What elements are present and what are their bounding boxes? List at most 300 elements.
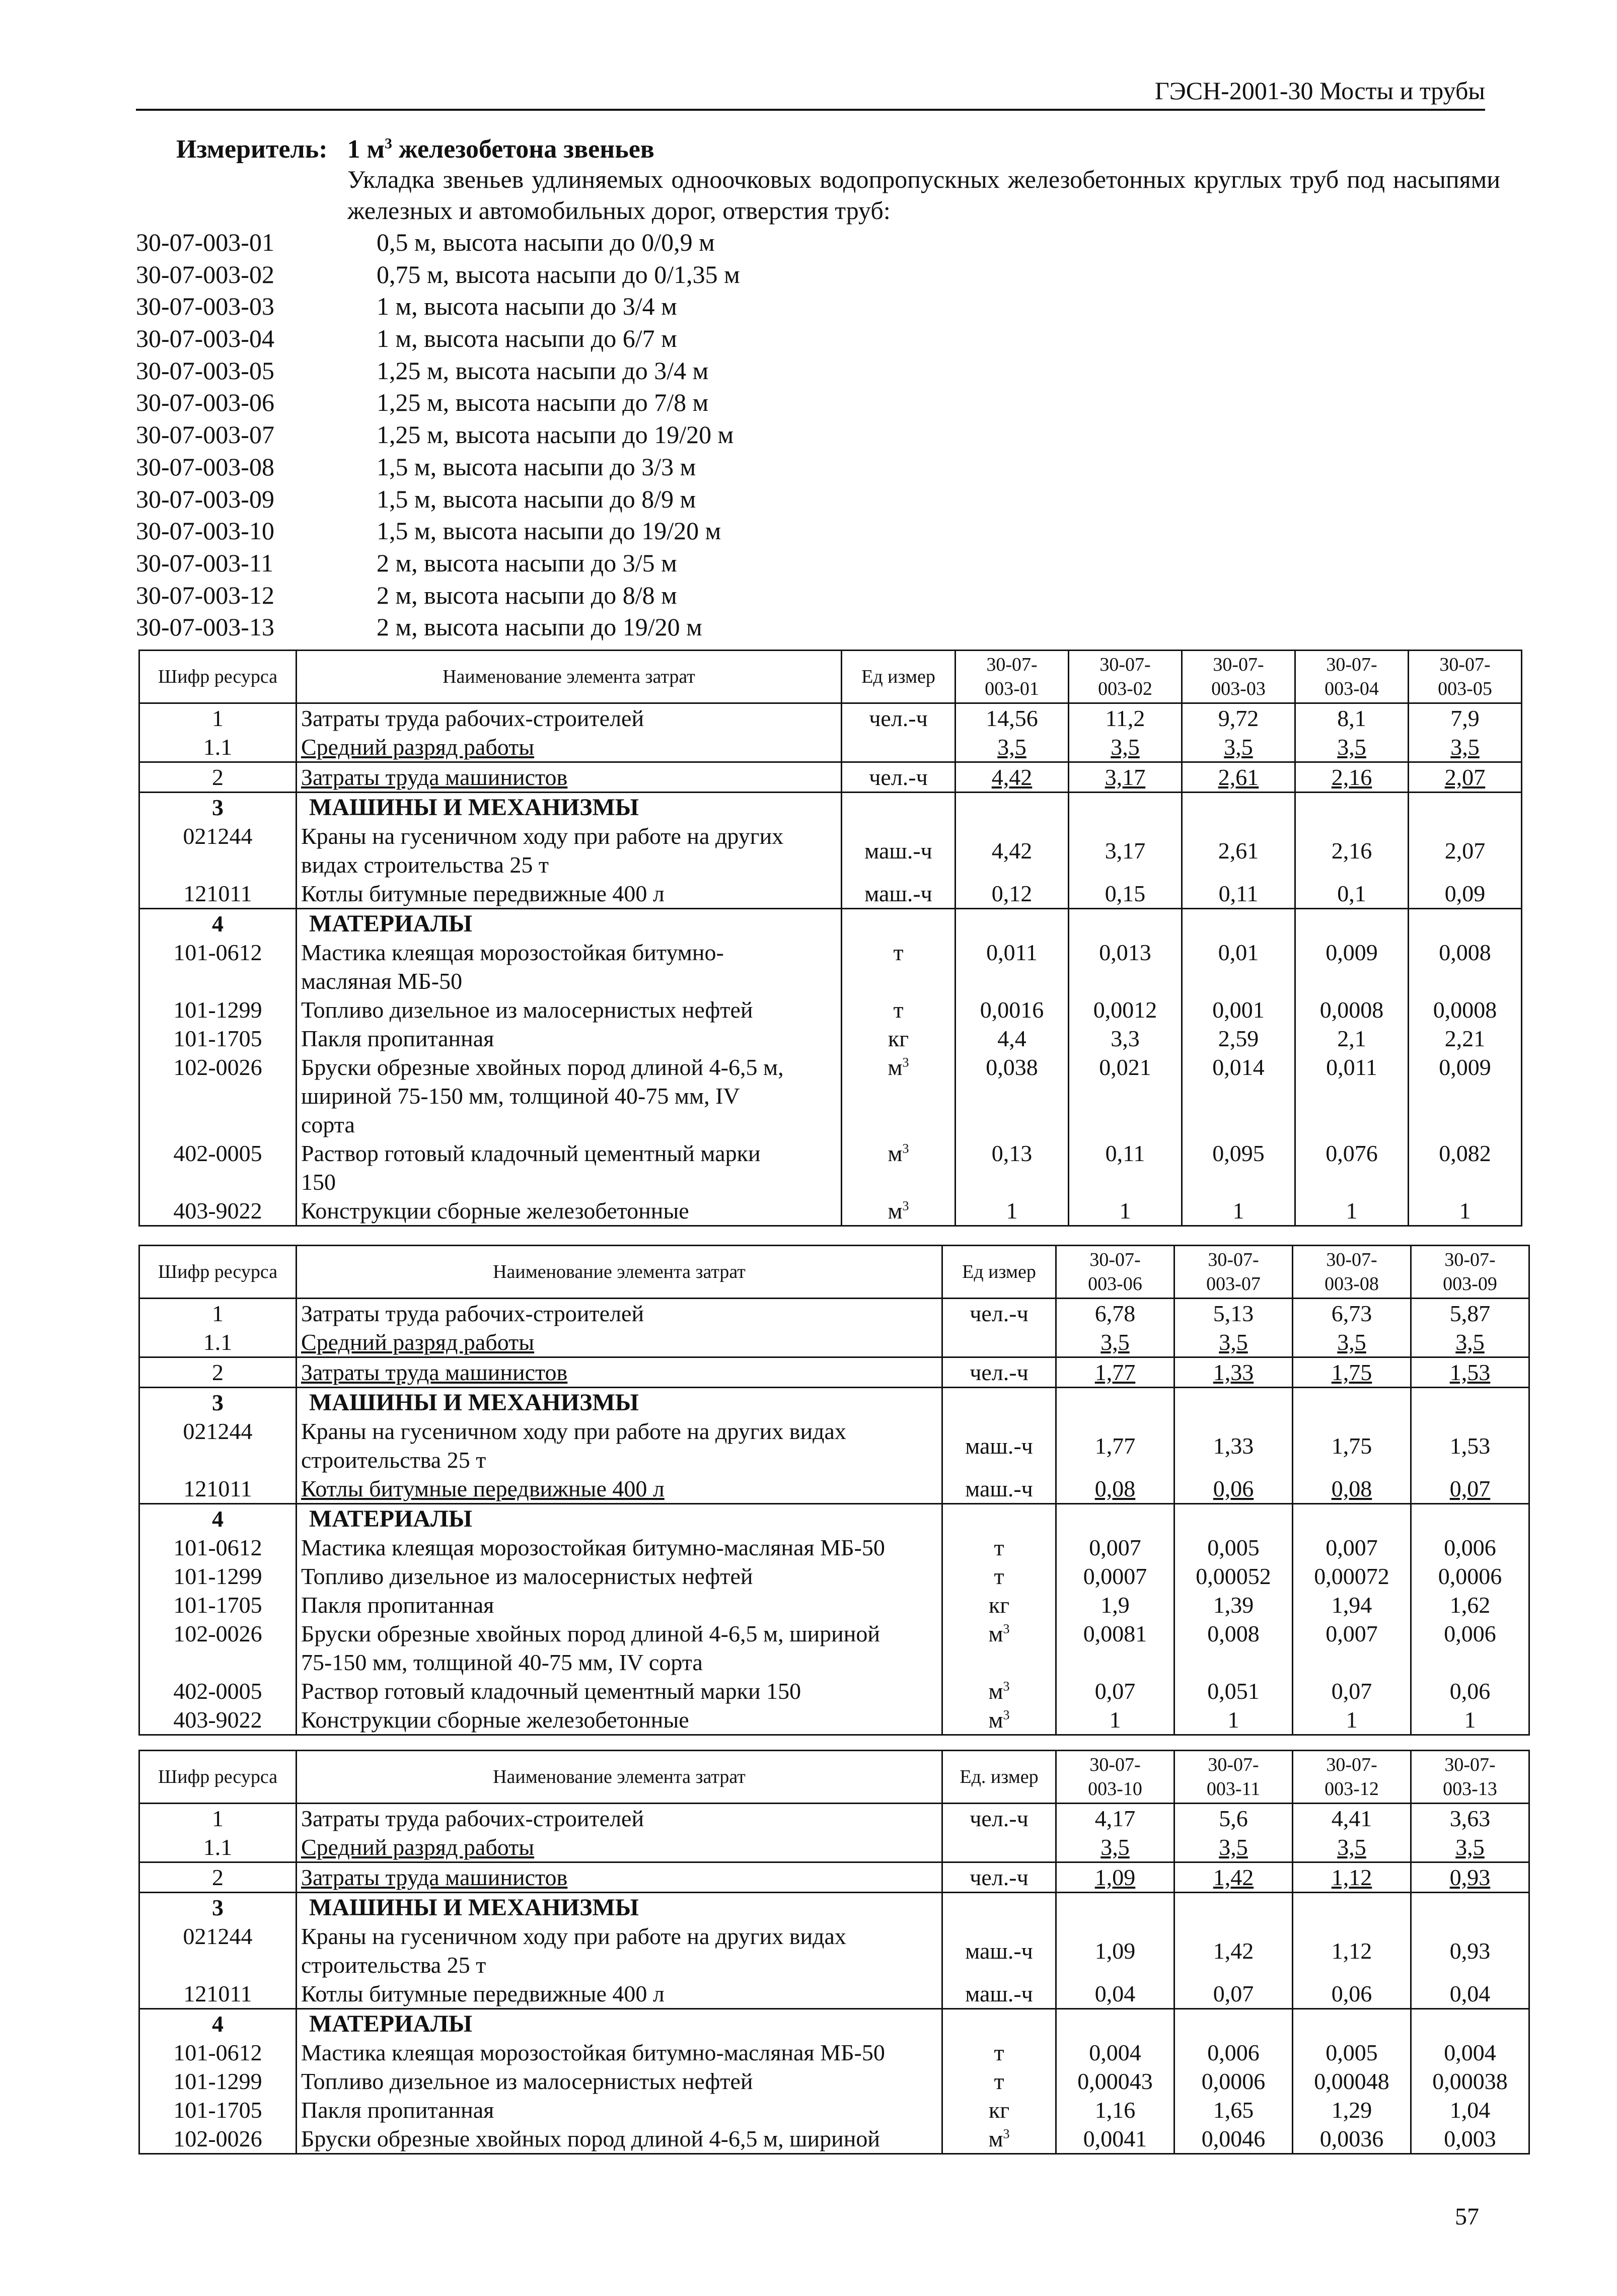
cell-value: 4,42 <box>956 762 1069 793</box>
table-row <box>139 1893 1529 1922</box>
page-number: 57 <box>1455 2203 1479 2230</box>
cell-unit <box>842 762 956 793</box>
cell-value: 3,17 <box>1069 762 1182 793</box>
cell-value: 1,12 <box>1293 1862 1411 1893</box>
cell-name-line: 75-150 мм, толщиной 40-75 мм, IV сорта <box>301 1649 703 1675</box>
resource-table-3 <box>138 1750 1530 2155</box>
cell-name-line: Топливо дизельное из малосернистых нефтей <box>301 997 753 1023</box>
cell-value: 1 <box>956 1196 1069 1226</box>
meter-value: 1 м <box>347 135 385 164</box>
cell-resource-code: 021244 <box>139 822 297 879</box>
cell-cost-element-name <box>297 762 842 793</box>
cell-value: 0,008 <box>1174 1619 1293 1677</box>
cell-value: 1 <box>1293 1705 1411 1735</box>
cell-value: 0,009 <box>1295 938 1409 995</box>
header-unit: Ед. измер <box>942 1751 1056 1804</box>
table-row <box>139 1862 1529 1893</box>
cell-name-line: Затраты труда рабочих-строителей <box>301 705 644 731</box>
table-row <box>139 1474 1529 1504</box>
cell-value: 1,9 <box>1056 1591 1174 1619</box>
cell-value: 0,051 <box>1174 1677 1293 1705</box>
table-row <box>139 1804 1529 1833</box>
cell-value: 0,006 <box>1411 1619 1529 1677</box>
cell-unit <box>842 1196 956 1226</box>
cell-value: 0,005 <box>1293 2038 1411 2067</box>
code-list-item <box>136 259 740 291</box>
cell-resource-code: 1 <box>139 1804 297 1833</box>
code-list-item <box>136 580 740 612</box>
cell-cost-element-name <box>297 2067 942 2096</box>
header-norm-code: 30-07- 003-04 <box>1295 651 1409 703</box>
cell-unit-text: м <box>888 1198 903 1224</box>
cell-value: 0,0016 <box>956 995 1069 1024</box>
cell-value: 1,65 <box>1174 2096 1293 2124</box>
cell-unit-power: 3 <box>1003 1679 1010 1694</box>
cell-cost-element-name <box>297 1677 942 1705</box>
cell-value: 4,42 <box>956 822 1069 879</box>
cell-value: 5,6 <box>1174 1804 1293 1833</box>
header-norm-code: 30-07- 003-06 <box>1056 1246 1174 1299</box>
cell-value: 0,07 <box>1174 1979 1293 2009</box>
cell-name-line: строительства 25 т <box>301 1952 486 1978</box>
cell-name-line: Затраты труда рабочих-строителей <box>301 1301 644 1326</box>
cell-value: 0,006 <box>1174 2038 1293 2067</box>
cell-cost-element-name <box>297 1705 942 1735</box>
cell-value: 0,0046 <box>1174 2124 1293 2154</box>
table-row <box>139 1922 1529 1979</box>
cell-value: 3,5 <box>1295 733 1409 762</box>
header-resource-code: Шифр ресурса <box>139 1751 297 1804</box>
cell-unit-text: чел.-ч <box>970 1359 1028 1385</box>
cell-unit <box>842 1024 956 1053</box>
code-list-description: 1 м, высота насыпи до 3/4 м <box>377 292 677 321</box>
cell-value: 0,12 <box>956 879 1069 909</box>
cell-value <box>1293 1504 1411 1534</box>
cell-unit-power: 3 <box>902 1198 909 1213</box>
cell-value: 3,63 <box>1411 1804 1529 1833</box>
code-list-code: 30-07-003-04 <box>136 324 274 353</box>
cell-value: 0,06 <box>1293 1979 1411 2009</box>
cell-value <box>1411 2009 1529 2039</box>
code-list-code: 30-07-003-13 <box>136 613 274 641</box>
cell-value: 0,00072 <box>1293 1562 1411 1591</box>
cell-resource-code: 2 <box>139 762 297 793</box>
table-row <box>139 1299 1529 1328</box>
cell-value <box>1409 793 1522 822</box>
cell-resource-code: 102-0026 <box>139 1053 297 1139</box>
cell-resource-code: 4 <box>139 2009 297 2039</box>
cell-resource-code: 3 <box>139 1893 297 1922</box>
cell-value: 0,1 <box>1295 879 1409 909</box>
cell-value: 1,04 <box>1411 2096 1529 2124</box>
cell-value: 2,16 <box>1295 822 1409 879</box>
cell-value: 0,014 <box>1182 1053 1295 1139</box>
cell-name-line: строительства 25 т <box>301 1447 486 1473</box>
header-unit: Ед измер <box>842 651 956 703</box>
code-list-item <box>136 547 740 580</box>
table-row <box>139 1417 1529 1474</box>
intro-paragraph: Укладка звеньев удлиняемых одноочковых водопропускных железобетонных круглых труб под насыпями железных и автомобильных дорог, отверстия труб: <box>347 165 1500 225</box>
cell-value: 0,004 <box>1411 2038 1529 2067</box>
cell-value <box>1182 793 1295 822</box>
cell-name-line: Котлы битумные передвижные 400 л <box>301 1981 665 2006</box>
table-row <box>139 2096 1529 2124</box>
cell-name-line: Краны на гусеничном ходу при работе на других <box>301 823 784 849</box>
cell-value <box>1174 2009 1293 2039</box>
code-list-description: 1,5 м, высота насыпи до 3/3 м <box>377 452 696 481</box>
cell-value: 0,0012 <box>1069 995 1182 1024</box>
cell-value: 1,09 <box>1056 1922 1174 1979</box>
code-list-description: 1 м, высота насыпи до 6/7 м <box>377 324 677 353</box>
cell-resource-code: 101-1299 <box>139 1562 297 1591</box>
cell-unit-power: 3 <box>1003 1707 1010 1723</box>
cell-value: 0,93 <box>1411 1862 1529 1893</box>
cell-resource-code: 121011 <box>139 879 297 909</box>
cell-name-line: Краны на гусеничном ходу при работе на других видах <box>301 1418 846 1444</box>
cell-name-line: Бруски обрезные хвойных пород длиной 4-6,5 м, шириной <box>301 1621 880 1646</box>
cell-unit <box>942 1533 1056 1562</box>
cell-resource-code: 102-0026 <box>139 1619 297 1677</box>
cell-value <box>1174 1504 1293 1534</box>
cell-unit-power: 3 <box>902 1055 909 1070</box>
cell-value: 0,0006 <box>1174 2067 1293 2096</box>
cell-value: 3,17 <box>1069 822 1182 879</box>
cell-unit-text: т <box>994 1563 1004 1589</box>
code-list-code: 30-07-003-01 <box>136 228 274 256</box>
cell-unit-text: чел.-ч <box>970 1864 1028 1890</box>
cell-name-line: Средний разряд работы <box>301 1834 535 1860</box>
cell-resource-code: 101-1705 <box>139 1591 297 1619</box>
cell-unit <box>942 1474 1056 1504</box>
code-list-code: 30-07-003-02 <box>136 260 274 289</box>
cell-unit-text: м <box>988 2126 1003 2151</box>
cell-name-line: Мастика клеящая морозостойкая битумно- <box>301 940 724 965</box>
cell-unit-power: 3 <box>1003 2126 1010 2141</box>
code-list-description: 2 м, высота насыпи до 19/20 м <box>377 613 702 641</box>
table-row <box>139 1979 1529 2009</box>
cell-value: 0,001 <box>1182 995 1295 1024</box>
cell-unit <box>942 1979 1056 2009</box>
cell-value <box>1411 1388 1529 1417</box>
cell-unit <box>942 1804 1056 1833</box>
code-list-item <box>136 291 740 323</box>
cell-cost-element-name <box>297 1979 942 2009</box>
cell-value: 0,011 <box>1295 1053 1409 1139</box>
table-row <box>139 1562 1529 1591</box>
cell-value: 2,07 <box>1409 762 1522 793</box>
header-norm-code: 30-07- 003-05 <box>1409 651 1522 703</box>
cell-unit-text: м <box>988 1707 1003 1733</box>
cell-unit-power: 3 <box>1003 1621 1010 1636</box>
cell-name-line: МАТЕРИАЛЫ <box>309 1505 472 1532</box>
cell-value: 3,5 <box>1411 1833 1529 1862</box>
cell-resource-code: 1 <box>139 1299 297 1328</box>
header-cost-element-name: Наименование элемента затрат <box>297 651 842 703</box>
table-header-row <box>139 1246 1529 1299</box>
header-norm-code: 30-07- 003-07 <box>1174 1246 1293 1299</box>
table-row <box>139 1833 1529 1862</box>
cell-value: 1,42 <box>1174 1922 1293 1979</box>
cell-value: 1,53 <box>1411 1357 1529 1388</box>
cell-unit-text: кг <box>888 1026 909 1051</box>
code-list-code: 30-07-003-11 <box>136 548 274 577</box>
cell-value: 0,004 <box>1056 2038 1174 2067</box>
table-row <box>139 938 1522 995</box>
header-unit: Ед измер <box>942 1246 1056 1299</box>
table-row <box>139 1388 1529 1417</box>
code-list-item <box>136 483 740 516</box>
cell-value: 1,42 <box>1174 1862 1293 1893</box>
cell-name-line: Раствор готовый кладочный цементный марки <box>301 1140 761 1166</box>
cell-value: 1,75 <box>1293 1357 1411 1388</box>
cell-cost-element-name <box>297 2038 942 2067</box>
cell-value: 2,1 <box>1295 1024 1409 1053</box>
cell-value: 0,00038 <box>1411 2067 1529 2096</box>
cell-value: 1,33 <box>1174 1417 1293 1474</box>
table-row <box>139 2038 1529 2067</box>
cell-unit-text: м <box>988 1678 1003 1704</box>
cell-value: 3,5 <box>956 733 1069 762</box>
cell-unit-text: маш.-ч <box>965 1938 1033 1964</box>
header-norm-code: 30-07- 003-08 <box>1293 1246 1411 1299</box>
cell-value: 3,5 <box>1069 733 1182 762</box>
cell-value: 3,3 <box>1069 1024 1182 1053</box>
code-list-item <box>136 611 740 643</box>
cell-resource-code: 3 <box>139 1388 297 1417</box>
cell-value: 3,5 <box>1293 1328 1411 1357</box>
cell-name-line: МАШИНЫ И МЕХАНИЗМЫ <box>309 1389 639 1416</box>
cell-name-line: Бруски обрезные хвойных пород длиной 4-6,5 м, <box>301 1054 784 1080</box>
cell-cost-element-name <box>297 1299 942 1328</box>
table-row <box>139 762 1522 793</box>
cell-value: 3,5 <box>1174 1833 1293 1862</box>
cell-resource-code: 4 <box>139 909 297 939</box>
cell-cost-element-name <box>297 1862 942 1893</box>
resource-table-2 <box>138 1245 1530 1736</box>
header-norm-code: 30-07- 003-01 <box>956 651 1069 703</box>
cell-cost-element-name <box>297 2096 942 2124</box>
cell-cost-element-name <box>297 733 842 762</box>
cell-value: 0,0008 <box>1295 995 1409 1024</box>
cell-value <box>1069 909 1182 939</box>
cell-name-line: МАШИНЫ И МЕХАНИЗМЫ <box>309 794 639 821</box>
cell-value: 0,00048 <box>1293 2067 1411 2096</box>
cell-cost-element-name <box>297 2009 942 2039</box>
cell-resource-code: 101-1299 <box>139 2067 297 2096</box>
cell-value: 1,39 <box>1174 1591 1293 1619</box>
cell-value: 1,33 <box>1174 1357 1293 1388</box>
meter-line <box>176 133 654 166</box>
cell-value: 1,16 <box>1056 2096 1174 2124</box>
table-row <box>139 793 1522 822</box>
code-list-description: 1,25 м, высота насыпи до 7/8 м <box>377 388 709 417</box>
cell-unit <box>942 1388 1056 1417</box>
cell-resource-code: 402-0005 <box>139 1677 297 1705</box>
cell-unit-text: чел.-ч <box>869 705 928 731</box>
cell-value: 0,11 <box>1069 1139 1182 1196</box>
cell-resource-code: 101-0612 <box>139 1533 297 1562</box>
cell-unit <box>942 1922 1056 1979</box>
running-header: ГЭСН-2001-30 Мосты и трубы <box>136 76 1485 111</box>
cell-value: 0,04 <box>1056 1979 1174 2009</box>
header-cost-element-name: Наименование элемента затрат <box>297 1751 942 1804</box>
cell-name-line: Затраты труда машинистов <box>301 764 568 790</box>
cell-value: 1,75 <box>1293 1417 1411 1474</box>
cell-value: 0,00043 <box>1056 2067 1174 2096</box>
cell-value: 3,5 <box>1182 733 1295 762</box>
cell-cost-element-name <box>297 703 842 733</box>
cell-value <box>1295 909 1409 939</box>
cell-name-line: Конструкции сборные железобетонные <box>301 1198 689 1224</box>
cell-resource-code: 121011 <box>139 1474 297 1504</box>
cell-value: 1,29 <box>1293 2096 1411 2124</box>
cell-name-line: Средний разряд работы <box>301 1329 535 1355</box>
cell-value <box>1182 909 1295 939</box>
cell-value: 0,003 <box>1411 2124 1529 2154</box>
table-row <box>139 2124 1529 2154</box>
cell-unit <box>942 1705 1056 1735</box>
code-list-code: 30-07-003-09 <box>136 484 274 513</box>
cell-value <box>1069 793 1182 822</box>
cell-value: 3,5 <box>1174 1328 1293 1357</box>
cell-value: 1,94 <box>1293 1591 1411 1619</box>
code-list-description: 1,25 м, высота насыпи до 3/4 м <box>377 356 709 385</box>
cell-name-line: МАТЕРИАЛЫ <box>309 2011 472 2037</box>
cell-value: 0,082 <box>1409 1139 1522 1196</box>
table-row <box>139 2009 1529 2039</box>
table-row <box>139 1533 1529 1562</box>
cell-unit <box>842 822 956 879</box>
table-row <box>139 1705 1529 1735</box>
header-resource-code: Шифр ресурса <box>139 651 297 703</box>
cell-cost-element-name <box>297 1139 842 1196</box>
cell-value: 0,095 <box>1182 1139 1295 1196</box>
cell-cost-element-name <box>297 1922 942 1979</box>
cell-value: 3,5 <box>1056 1328 1174 1357</box>
cell-value: 1,62 <box>1411 1591 1529 1619</box>
cell-name-line: Пакля пропитанная <box>301 1026 494 1051</box>
cell-resource-code: 1 <box>139 703 297 733</box>
cell-value: 0,0008 <box>1409 995 1522 1024</box>
cell-value: 0,013 <box>1069 938 1182 995</box>
cell-value: 1 <box>1056 1705 1174 1735</box>
code-list-item <box>136 515 740 547</box>
cell-cost-element-name <box>297 1474 942 1504</box>
cell-resource-code: 021244 <box>139 1922 297 1979</box>
cell-cost-element-name <box>297 1893 942 1922</box>
cell-value <box>1293 1388 1411 1417</box>
cell-value: 0,076 <box>1295 1139 1409 1196</box>
cell-unit-text: м <box>888 1054 903 1080</box>
code-list-code: 30-07-003-07 <box>136 420 274 449</box>
cell-value: 0,0007 <box>1056 1562 1174 1591</box>
cell-unit-text: кг <box>988 1592 1010 1618</box>
table-row <box>139 703 1522 733</box>
cell-value: 3,5 <box>1293 1833 1411 1862</box>
table-row <box>139 1196 1522 1226</box>
cell-unit <box>842 733 956 762</box>
cell-unit <box>942 1862 1056 1893</box>
code-list-item <box>136 355 740 387</box>
table-row <box>139 1619 1529 1677</box>
table-row <box>139 1591 1529 1619</box>
header-norm-code: 30-07- 003-13 <box>1411 1751 1529 1804</box>
cell-cost-element-name <box>297 1804 942 1833</box>
cell-value: 2,61 <box>1182 762 1295 793</box>
cell-unit <box>942 1893 1056 1922</box>
cell-value: 3,5 <box>1411 1328 1529 1357</box>
cell-value: 0,07 <box>1293 1677 1411 1705</box>
cell-value: 0,011 <box>956 938 1069 995</box>
cell-value: 1 <box>1174 1705 1293 1735</box>
code-list-item <box>136 451 740 483</box>
table-row <box>139 2067 1529 2096</box>
cell-value <box>1056 2009 1174 2039</box>
cell-name-line: видах строительства 25 т <box>301 852 549 878</box>
cell-resource-code: 1.1 <box>139 733 297 762</box>
cell-resource-code: 1.1 <box>139 1833 297 1862</box>
code-list-description: 1,25 м, высота насыпи до 19/20 м <box>377 420 734 449</box>
code-list-item <box>136 419 740 451</box>
table-row <box>139 822 1522 879</box>
code-list-item <box>136 323 740 355</box>
cell-unit <box>942 1299 1056 1328</box>
cell-name-line: Мастика клеящая морозостойкая битумно-масляная МБ-50 <box>301 1535 885 1560</box>
cell-value: 2,16 <box>1295 762 1409 793</box>
cell-unit <box>842 995 956 1024</box>
cell-cost-element-name <box>297 995 842 1024</box>
cell-cost-element-name <box>297 1328 942 1357</box>
code-list-code: 30-07-003-12 <box>136 581 274 609</box>
cell-unit-text: чел.-ч <box>970 1301 1028 1326</box>
cell-cost-element-name <box>297 1562 942 1591</box>
cell-unit <box>942 2067 1056 2096</box>
cell-unit-text: кг <box>988 2097 1010 2123</box>
cell-unit <box>842 879 956 909</box>
cell-value: 1 <box>1295 1196 1409 1226</box>
cell-unit <box>842 909 956 939</box>
cell-cost-element-name <box>297 822 842 879</box>
code-list-description: 1,5 м, высота насыпи до 19/20 м <box>377 517 721 545</box>
cell-cost-element-name <box>297 938 842 995</box>
cell-value: 0,007 <box>1056 1533 1174 1562</box>
cell-value: 3,5 <box>1409 733 1522 762</box>
code-list-description: 2 м, высота насыпи до 3/5 м <box>377 548 677 577</box>
cell-cost-element-name <box>297 1533 942 1562</box>
cell-resource-code: 101-0612 <box>139 938 297 995</box>
code-list <box>136 227 740 643</box>
cell-name-line: Котлы битумные передвижные 400 л <box>301 1476 665 1501</box>
cell-name-line: Топливо дизельное из малосернистых нефтей <box>301 2068 753 2094</box>
cell-value: 2,07 <box>1409 822 1522 879</box>
cell-cost-element-name <box>297 1833 942 1862</box>
cell-value: 0,005 <box>1174 1533 1293 1562</box>
cell-value: 4,4 <box>956 1024 1069 1053</box>
cell-resource-code: 021244 <box>139 1417 297 1474</box>
cell-resource-code: 101-1299 <box>139 995 297 1024</box>
cell-value: 1 <box>1411 1705 1529 1735</box>
cell-name-line: 150 <box>301 1169 336 1195</box>
cell-value: 5,87 <box>1411 1299 1529 1328</box>
cell-value <box>1293 2009 1411 2039</box>
cell-value: 9,72 <box>1182 703 1295 733</box>
cell-cost-element-name <box>297 1504 942 1534</box>
cell-cost-element-name <box>297 909 842 939</box>
cell-name-line: Средний разряд работы <box>301 734 535 760</box>
code-list-code: 30-07-003-06 <box>136 388 274 417</box>
header-cost-element-name: Наименование элемента затрат <box>297 1246 942 1299</box>
code-list-description: 0,75 м, высота насыпи до 0/1,35 м <box>377 260 740 289</box>
